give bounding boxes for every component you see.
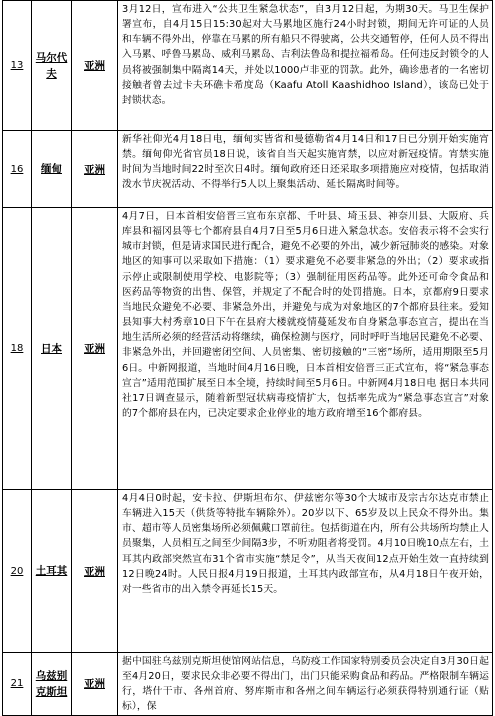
region: 亚洲	[72, 131, 118, 208]
measures-text: 据中国驻乌兹别克斯坦使馆网站信息，乌防疫工作国家特别委员会决定自3月30日起至4月20日，要求民众非必要不得出门，出门只能采购食品和药品。严格限制车辆运行，塔什干市、各州首府、努库斯市和各州之间车辆运行必须获得特别通行证（贴标），保	[118, 653, 493, 716]
measures-text: 新华社仰光4月18日电，缅甸实皆省和曼德勒省4月14日和17日已分别开始实施宵禁。缅甸仰光省官员18日说，该省自当天起实施宵禁，以应对新冠疫情。宵禁实施时间为当地时间22时至次日4时。缅甸政府还日还采取多项措施应对疫情，包括取消泼水节庆祝活动、不得举行5人以上聚集活动、延长隔离时间等。	[118, 131, 493, 208]
country-name: 乌兹别克斯坦	[32, 653, 72, 716]
row-number: 21	[3, 653, 32, 716]
row-number: 13	[3, 1, 32, 131]
row-number: 18	[3, 208, 32, 490]
country-name: 缅甸	[32, 131, 72, 208]
measures-text: 3月12日，宣布进入“公共卫生紧急状态”，自3月12日起，为期30天。马卫生保护署宣布，自4月15日15:30起对大马累地区施行24小时封锁，期间无许可证的人员和车辆不得外出，停靠在马累的所有船只不得驶离，公共交通暂停，任何人员不得出入马累、呼鲁马累岛、威利马累岛、吉利法鲁岛和提拉福希岛。任何违反封锁令的人员将被强制集中隔离14天，并处以1000卢非亚的罚款。此外，确诊患者的一名密切接触者曾去过卡夫环礁卡希度岛（Kaafu Atoll Kaashidhoo Island），该岛已处于封锁状态。	[118, 1, 493, 131]
region: 亚洲	[72, 653, 118, 716]
region: 亚洲	[72, 208, 118, 490]
table-row	[3, 208, 493, 490]
row-number: 16	[3, 131, 32, 208]
table-row	[3, 131, 493, 208]
region: 亚洲	[72, 1, 118, 131]
country-name: 日本	[32, 208, 72, 490]
measures-text: 4月4日0时起，安卡拉、伊斯坦布尔、伊兹密尔等30个大城市及宗古尔达克市禁止车辆进入15天（供货等特批车辆除外）。20岁以下、65岁及以上民众不得外出。集市、超市等人员密集场所必须佩戴口罩前往。包括街道在内，所有公共场所均禁止人员聚集，人员相互之间至少间隔3步，不听劝阻者将受罚。4月10日晚10点左右，土耳其内政部突然宣布31个省市实施“禁足令”，从当天夜间12点开始生效一直持续到12日晚24时。人民日报4月19日报道，土耳其内政部宣布，从4月18日午夜开始，对一些省市的出入禁令再延长15天。	[118, 490, 493, 653]
table-row	[3, 1, 493, 131]
region: 亚洲	[72, 490, 118, 653]
table-row	[3, 653, 493, 716]
covid-measures-table	[2, 0, 493, 716]
country-name: 土耳其	[32, 490, 72, 653]
table-row	[3, 490, 493, 653]
measures-text: 4月7日，日本首相安倍晋三宣布东京都、千叶县、埼玉县、神奈川县、大阪府、兵库县和福冈县等七个都府县自4月7日至5月6日进入紧急状态。安倍表示将不会实行城市封锁，但是请求国民进行配合，避免不必要的外出，减少新冠肺炎的感染。对象地区的知事可以采取如下措施：（1）要求避免不必要非紧急的外出；（2）要求或指示停止或限制使用学校、电影院等；（3）强制征用医药品等。此外还可命令食品和医药品等物资的出售、保管，并规定了不配合时的处罚措施。日本，京都府9日要求当地民众避免不必要、非紧急外出，并避免与成为对象地区的7个都府县往来。爱知县知事大村秀章10日下午在县府大楼就疫情蔓延发布自身紧急事态宣言，提出在当地生活所必须的经营活动将继续，确保检测与医疗，同时呼吁当地居民避免不必要、非紧急外出，并回避密闭空间、人员密集、密切接触的“三密”场所，适用期限至5月6日。中新网报道，当地时间4月16日晚，日本首相安倍晋三正式宣布，将“紧急事态宣言”适用范围扩展至日本全境，持续时间至5月6日。中新网4月18日电 据日本共同社17日调查显示，随着新型冠状病毒疫情扩大，包括率先成为“紧急事态宣言”对象的7个都府县在内，已决定要求企业停业的地方政府增至16个都府县。	[118, 208, 493, 490]
row-number: 20	[3, 490, 32, 653]
country-name: 马尔代夫	[32, 1, 72, 131]
